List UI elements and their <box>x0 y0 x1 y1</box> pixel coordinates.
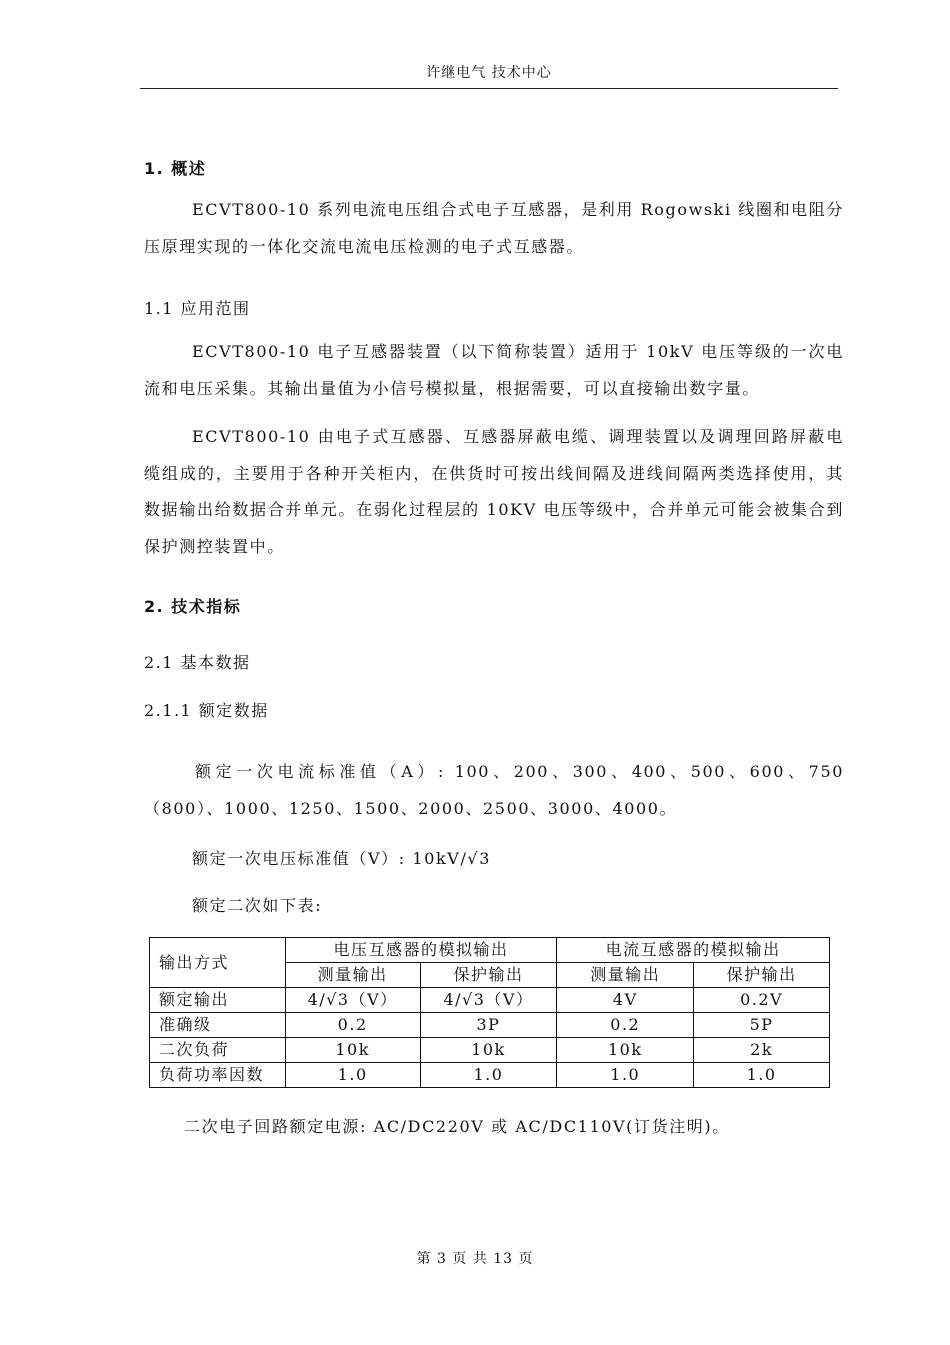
table-cell: 0.2 <box>557 1013 694 1038</box>
overview-text: ECVT800-10 系列电流电压组合式电子互感器，是利用 Rogowski 线圈和电阻分压原理实现的一体化交流电流电压检测的电子式互感器。 <box>144 200 844 256</box>
page-header <box>140 62 838 89</box>
table-cell: 4/√3（V） <box>285 988 420 1013</box>
table-subheader-cell: 测量输出 <box>285 963 420 988</box>
table-cell: 1.0 <box>694 1063 830 1088</box>
table-header-row <box>150 938 830 963</box>
table-cell: 10k <box>557 1038 694 1063</box>
paragraph-rated-current <box>144 754 844 827</box>
paragraph-application <box>144 334 844 407</box>
table-row <box>150 1038 830 1063</box>
page-footer <box>0 1248 950 1268</box>
table-cell: 1.0 <box>285 1063 420 1088</box>
table-cell: 0.2 <box>285 1013 420 1038</box>
table-row-label: 准确级 <box>150 1013 286 1038</box>
paragraph-composition <box>144 419 844 565</box>
subsection-2-1-heading: 2.1 基本数据 <box>144 653 251 672</box>
table-corner-cell: 输出方式 <box>150 938 286 988</box>
secondary-intro-text: 额定二次如下表: <box>192 896 323 915</box>
table-cell: 4/√3（V） <box>420 988 557 1013</box>
section-2-heading: 2. 技术指标 <box>144 597 242 616</box>
table-cell: 10k <box>285 1038 420 1063</box>
page-number: 第 3 页 共 13 页 <box>416 1251 534 1267</box>
rated-secondary-table <box>149 937 830 1088</box>
header-title: 许继电气 技术中心 <box>426 65 552 81</box>
table-cell: 3P <box>420 1013 557 1038</box>
subsection-2-1-1-heading: 2.1.1 额定数据 <box>144 701 269 720</box>
table-cell: 2k <box>694 1038 830 1063</box>
table-row <box>150 1013 830 1038</box>
table-row-label: 二次负荷 <box>150 1038 286 1063</box>
subsection-1-1-heading: 1.1 应用范围 <box>144 299 251 318</box>
table-row-label: 负荷功率因数 <box>150 1063 286 1088</box>
current-group-header: 电流互感器的模拟输出 <box>557 938 830 963</box>
table-subheader-cell: 保护输出 <box>694 963 830 988</box>
table-cell: 1.0 <box>420 1063 557 1088</box>
table-row <box>150 1063 830 1088</box>
section-1-heading: 1. 概述 <box>144 159 207 178</box>
table-cell: 5P <box>694 1013 830 1038</box>
power-note-text: 二次电子回路额定电源: AC/DC220V 或 AC/DC110V(订货注明)。 <box>184 1117 730 1136</box>
table-subheader-cell: 测量输出 <box>557 963 694 988</box>
rated-voltage-text: 额定一次电压标准值（V）: 10kV/√3 <box>192 849 492 868</box>
table-subheader-cell: 保护输出 <box>420 963 557 988</box>
table-cell: 0.2V <box>694 988 830 1013</box>
table-cell: 10k <box>420 1038 557 1063</box>
rated-current-text: 额定一次电流标准值（A）: 100、200、300、400、500、600、750（800）、1000、1250、1500、2000、2500、3000、4000。 <box>144 762 844 818</box>
table-cell: 1.0 <box>557 1063 694 1088</box>
composition-text: ECVT800-10 由电子式互感器、互感器屏蔽电缆、调理装置以及调理回路屏蔽电缆组成的，主要用于各种开关柜内，在供货时可按出线间隔及进线间隔两类选择使用，其数据输出给数据合并单元。在弱化过程层的 10KV 电压等级中，合并单元可能会被集合到保护测控装置中。 <box>144 427 844 556</box>
table-cell: 4V <box>557 988 694 1013</box>
table-row-label: 额定输出 <box>150 988 286 1013</box>
voltage-group-header: 电压互感器的模拟输出 <box>285 938 557 963</box>
paragraph-overview <box>144 192 844 265</box>
application-text: ECVT800-10 电子互感器装置（以下简称装置）适用于 10kV 电压等级的一次电流和电压采集。其输出量值为小信号模拟量，根据需要，可以直接输出数字量。 <box>144 342 844 398</box>
table-row <box>150 988 830 1013</box>
